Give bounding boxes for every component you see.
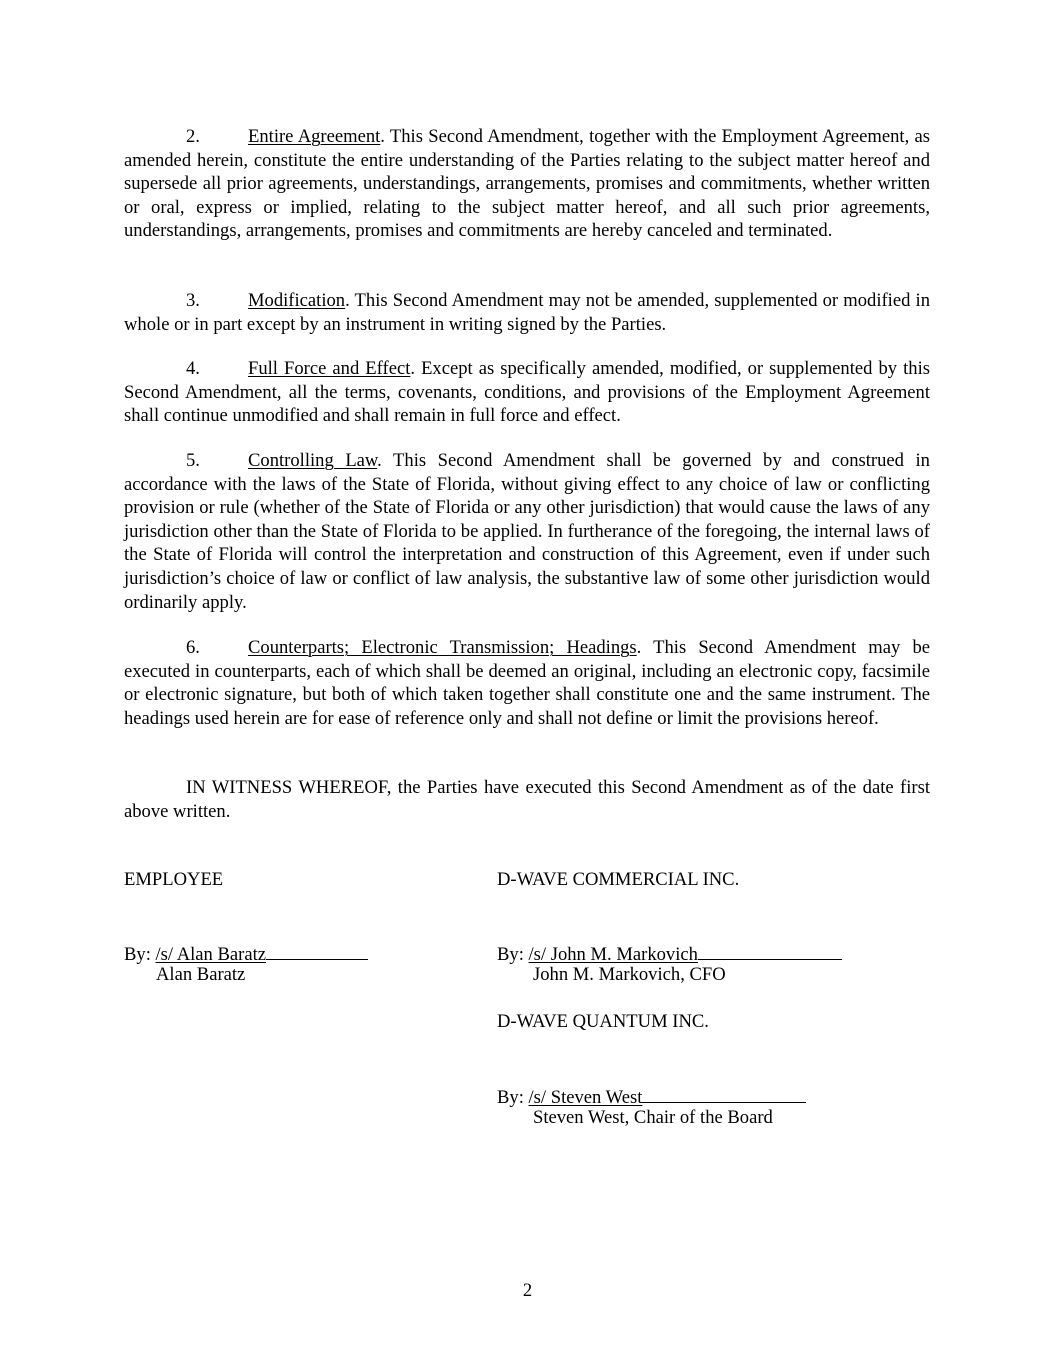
section-heading: Controlling Law [248, 450, 378, 471]
section-text: . This Second Amendment may not be amended, supplemented or modified in whole or in part except by an instrument in writing signed by the Parties. [124, 290, 930, 335]
signature-blank [642, 1082, 806, 1103]
section-number: 4. [186, 358, 200, 379]
employee-party-label: EMPLOYEE [124, 869, 224, 890]
section-heading: Entire Agreement [248, 126, 381, 147]
section-number: 3. [186, 290, 200, 311]
signature-blank [698, 939, 842, 960]
commercial-signer-name: John M. Markovich, CFO [533, 964, 726, 985]
by-label: By: [497, 944, 529, 965]
section-4-paragraph [124, 357, 930, 428]
commercial-party-label: D-WAVE COMMERCIAL INC. [497, 869, 740, 890]
commercial-signature: /s/ John M. Markovich [528, 944, 698, 965]
section-heading: Full Force and Effect [248, 358, 411, 379]
by-label: By: [497, 1087, 529, 1108]
employee-name: Alan Baratz [156, 964, 246, 985]
section-number: 5. [186, 450, 200, 471]
witness-paragraph: IN WITNESS WHEREOF, the Parties have executed this Second Amendment as of the date first above written. [124, 777, 930, 822]
section-text: . Except as specifically amended, modified, or supplemented by this Second Amendment, all the terms, covenants, conditions, and provisions of the Employment Agreement shall continue unmodified and shall remain in full force and effect. [124, 358, 930, 427]
quantum-party-label: D-WAVE QUANTUM INC. [497, 1011, 709, 1032]
signature-blank [266, 939, 368, 960]
quantum-signature: /s/ Steven West [528, 1087, 643, 1108]
section-6-paragraph [124, 636, 930, 730]
employee-signature: /s/ Alan Baratz [155, 944, 267, 965]
section-2-paragraph [124, 125, 930, 243]
quantum-signer-name: Steven West, Chair of the Board [533, 1107, 773, 1128]
section-heading: Modification [248, 290, 346, 311]
section-number: 6. [186, 637, 200, 658]
section-5-paragraph [124, 449, 930, 614]
section-text: . This Second Amendment, together with the Employment Agreement, as amended herein, constitute the entire understanding of the Parties relating to the subject matter hereof and supersede all prior agreements, understandings, arrangements, promises and commitments, whether written or oral, express or implied, relating to the subject matter hereof, and all such prior agreements, understandings, arrangements, promises and commitments are hereby canceled and terminated. [124, 126, 930, 242]
section-heading: Counterparts; Electronic Transmission; Headings [248, 637, 637, 658]
section-3-paragraph [124, 289, 930, 336]
section-number: 2. [186, 126, 200, 147]
section-text: . This Second Amendment shall be governed by and construed in accordance with the laws of the State of Florida, without giving effect to any choice of law or conflicting provision or rule (whether of the State of Florida or any other jurisdiction) that would cause the laws of any jurisdiction other than the State of Florida to be applied. In furtherance of the foregoing, the internal laws of the State of Florida will control the interpretation and construction of this Agreement, even if under such jurisdiction’s choice of law or conflict of law analysis, the substantive law of some other jurisdiction would ordinarily apply. [124, 450, 930, 613]
section-text: . This Second Amendment may be executed in counterparts, each of which shall be deemed an original, including an electronic copy, facsimile or electronic signature, but both of which taken together shall constitute one and the same instrument. The headings used herein are for ease of reference only and shall not define or limit the provisions hereof. [124, 637, 930, 729]
page-number: 2 [522, 1280, 533, 1301]
by-label: By: [124, 944, 156, 965]
